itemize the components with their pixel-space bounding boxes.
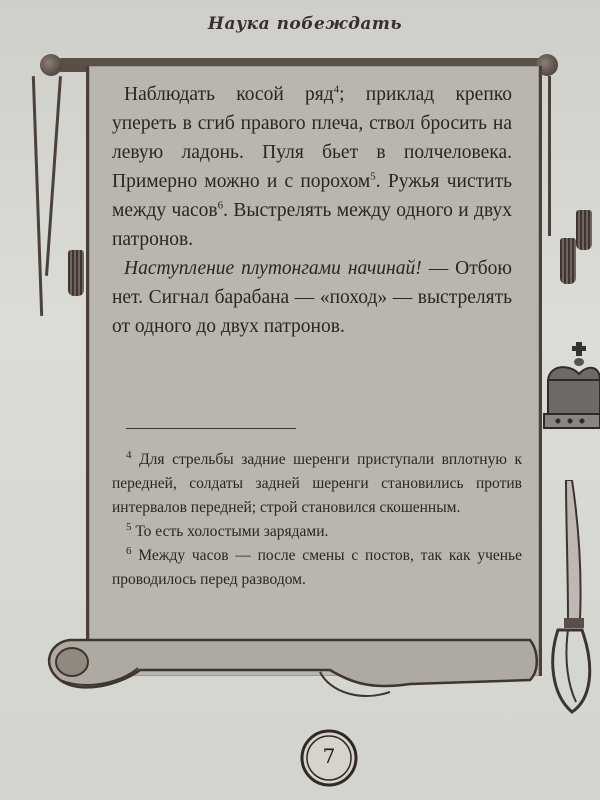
footnote-4 <box>112 448 522 520</box>
paragraph-1-text: ; приклад крепко упереть в сгиб правого плеча, ствол бросить на левую ладонь. Пуля бьет в полчеловека. Примерно можно и с порохом <box>112 84 513 192</box>
main-text <box>112 80 512 341</box>
tassel-cord-right <box>548 76 551 236</box>
footnote-5 <box>112 520 522 544</box>
footnote-text: Между часов — после смены с постов, так как ученье проводилось перед разводом. <box>112 547 522 588</box>
crown-icon <box>540 340 600 435</box>
footnote-ref-6[interactable]: 6 <box>217 199 224 212</box>
paragraph-2-text: — Отбою нет. Сигнал барабана — «поход» — выстрелять от одного до двух патронов. <box>112 258 512 337</box>
paragraph-1-text: . Выстрелять между одного и двух патронов. <box>112 200 512 250</box>
sword-icon <box>538 480 600 720</box>
footnote-number: 4 <box>126 448 132 461</box>
page-number: 7 <box>322 744 336 768</box>
scroll-bottom-curl <box>30 610 550 705</box>
command-text: Наступление плутонгами начинай! <box>124 258 422 279</box>
footnote-ref-4[interactable]: 4 <box>333 83 340 96</box>
paragraph-2 <box>112 254 512 341</box>
paragraph-1-text: Наблюдать косой ряд <box>124 84 334 105</box>
tassel-icon <box>576 210 592 250</box>
paragraph-1-text: . Ружья чистить между часов <box>112 171 512 221</box>
footnote-text: Для стрельбы задние шеренги приступали вплотную к передней, солдаты задней шеренги становились против интервалов передней; строй становился скошенным. <box>112 451 522 516</box>
footnote-6 <box>112 544 522 592</box>
footnotes <box>112 448 522 592</box>
footnote-number: 5 <box>126 520 132 533</box>
footnote-divider <box>126 428 296 429</box>
paragraph-1 <box>112 80 512 254</box>
footnote-number: 6 <box>126 544 132 557</box>
footnote-ref-5[interactable]: 5 <box>370 170 376 183</box>
tassel-icon <box>68 250 84 296</box>
tassel-icon <box>560 238 576 284</box>
running-title: Наука побеждать <box>207 14 403 34</box>
footnote-text: То есть холостыми зарядами. <box>135 523 329 540</box>
rod-knob-left <box>40 54 62 76</box>
